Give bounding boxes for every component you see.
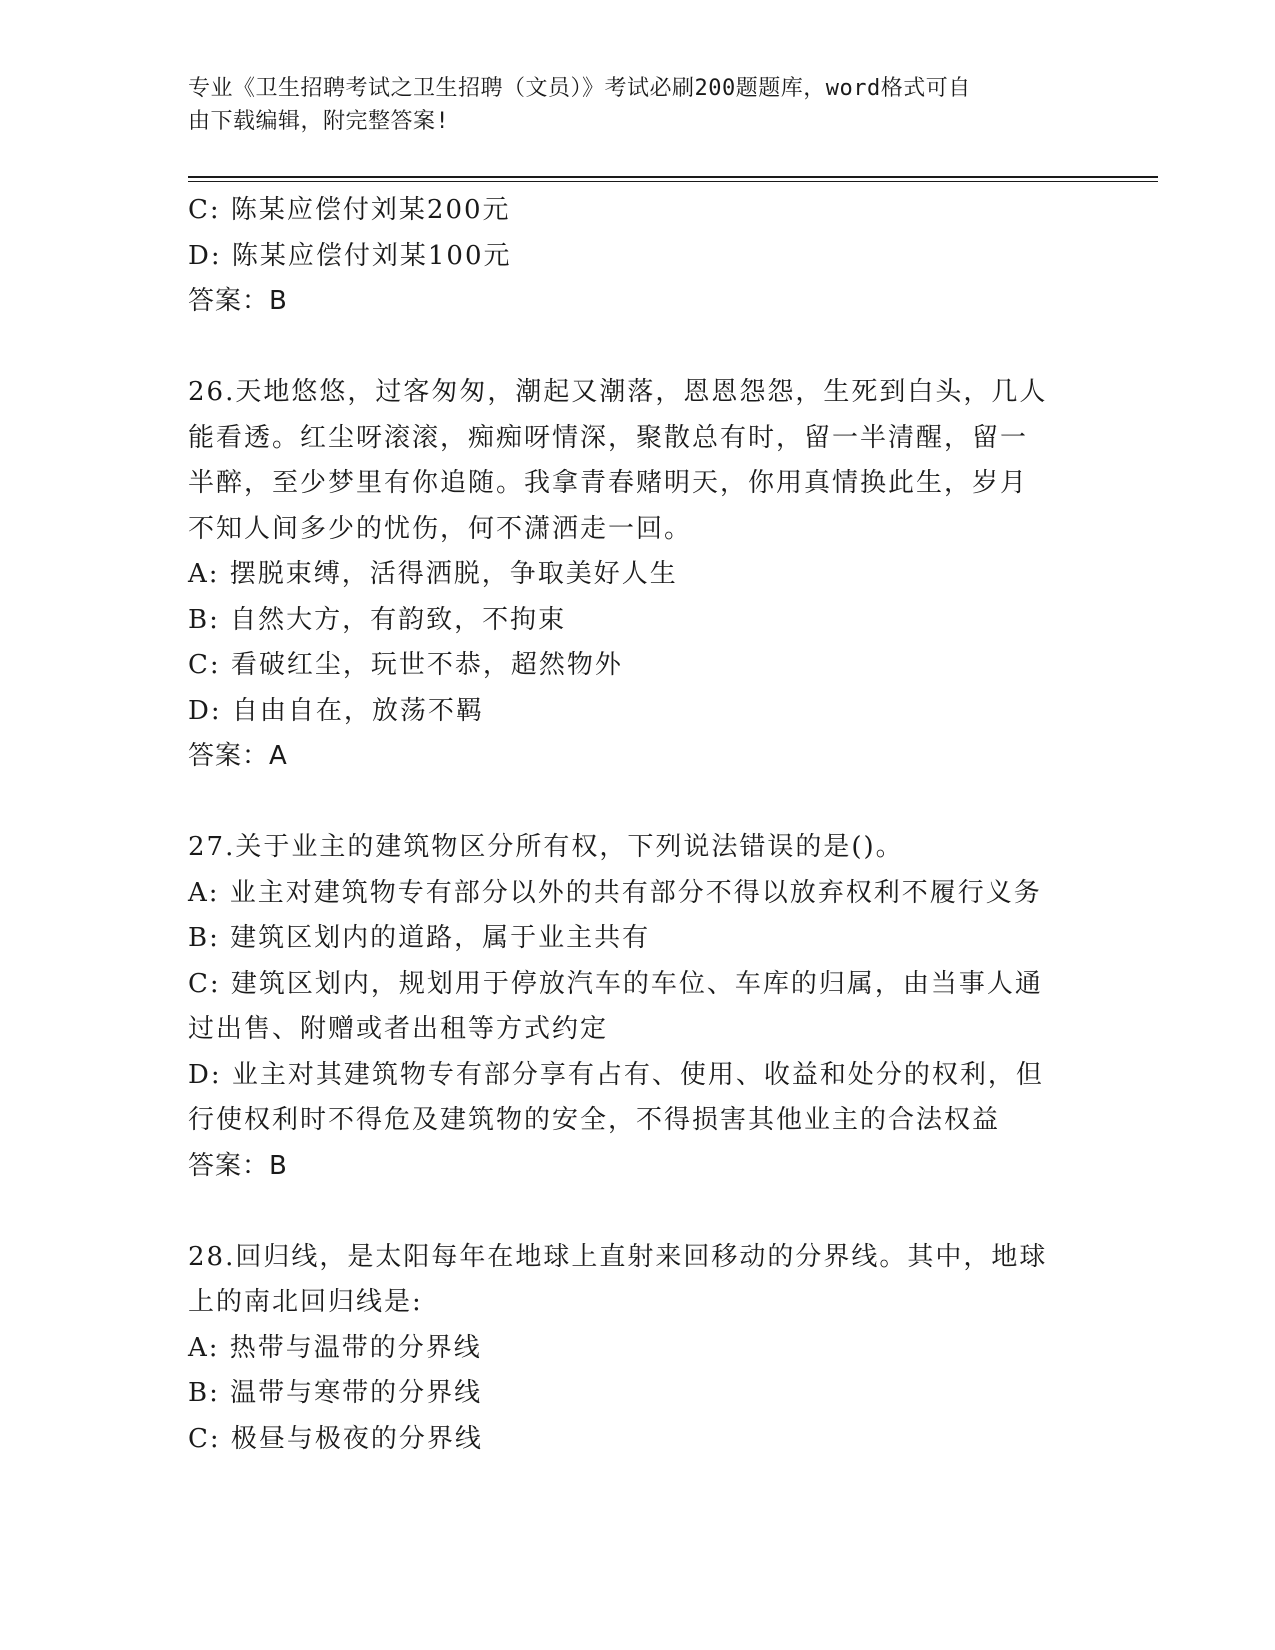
option-c: C: 看破红尘，玩世不恭，超然物外 xyxy=(188,650,623,680)
spacer xyxy=(188,780,1088,826)
option-d: D: 陈某应偿付刘某100元 xyxy=(188,240,512,271)
header-line-2: 由下载编辑，附完整答案! xyxy=(188,109,450,134)
option-c: C: 陈某应偿付刘某200元 xyxy=(188,195,511,225)
question-25-continued xyxy=(188,188,1088,325)
option-c: C: 极昼与极夜的分界线 xyxy=(188,1423,483,1454)
question-26 xyxy=(188,370,1088,780)
header-line-1: 专业《卫生招聘考试之卫生招聘（文员）》考试必刷200题题库，word格式可自 xyxy=(188,76,971,101)
option-a: A: 热带与温带的分界线 xyxy=(188,1332,482,1363)
header-divider-thin xyxy=(188,181,1158,182)
question-text-line: 上的南北回归线是: xyxy=(188,1287,423,1317)
answer: 答案：A xyxy=(188,741,288,771)
option-a: A: 业主对建筑物专有部分以外的共有部分不得以放弃权利不履行义务 xyxy=(188,877,1042,908)
answer: 答案：B xyxy=(188,1150,288,1181)
option-c-continued: 过出售、附赠或者出租等方式约定 xyxy=(188,1014,609,1044)
option-b: B: 建筑区划内的道路，属于业主共有 xyxy=(188,923,651,953)
spacer xyxy=(188,325,1088,371)
question-text-line: 27.关于业主的建筑物区分所有权，下列说法错误的是()。 xyxy=(188,832,904,862)
spacer xyxy=(188,1189,1088,1235)
option-d-continued: 行使权利时不得危及建筑物的安全，不得损害其他业主的合法权益 xyxy=(188,1105,1001,1135)
question-text-line: 不知人间多少的忧伤，何不潇洒走一回。 xyxy=(188,513,693,544)
question-text-line: 半醉，至少梦里有你追随。我拿青春赌明天，你用真情换此生，岁月 xyxy=(188,468,1029,498)
option-b: B: 温带与寒带的分界线 xyxy=(188,1378,483,1408)
question-text-line: 28.回归线，是太阳每年在地球上直射来回移动的分界线。其中，地球 xyxy=(188,1241,1048,1272)
option-a: A: 摆脱束缚，活得洒脱，争取美好人生 xyxy=(188,559,678,589)
question-27 xyxy=(188,825,1088,1189)
option-d: D: 业主对其建筑物专有部分享有占有、使用、收益和处分的权利，但 xyxy=(188,1059,1044,1090)
question-text-line: 26.天地悠悠，过客匆匆，潮起又潮落，恩恩怨怨，生死到白头，几人 xyxy=(188,377,1048,407)
option-d: D: 自由自在，放荡不羁 xyxy=(188,695,484,726)
option-c: C: 建筑区划内，规划用于停放汽车的车位、车库的归属，由当事人通 xyxy=(188,968,1043,999)
header-divider xyxy=(188,176,1158,178)
document-header xyxy=(188,72,1068,138)
question-text-line: 能看透。红尘呀滚滚，痴痴呀情深，聚散总有时，留一半清醒，留一 xyxy=(188,422,1029,453)
answer: 答案：B xyxy=(188,286,288,316)
option-b: B: 自然大方，有韵致，不拘束 xyxy=(188,604,567,635)
question-28 xyxy=(188,1235,1088,1463)
document-body xyxy=(188,188,1088,1462)
